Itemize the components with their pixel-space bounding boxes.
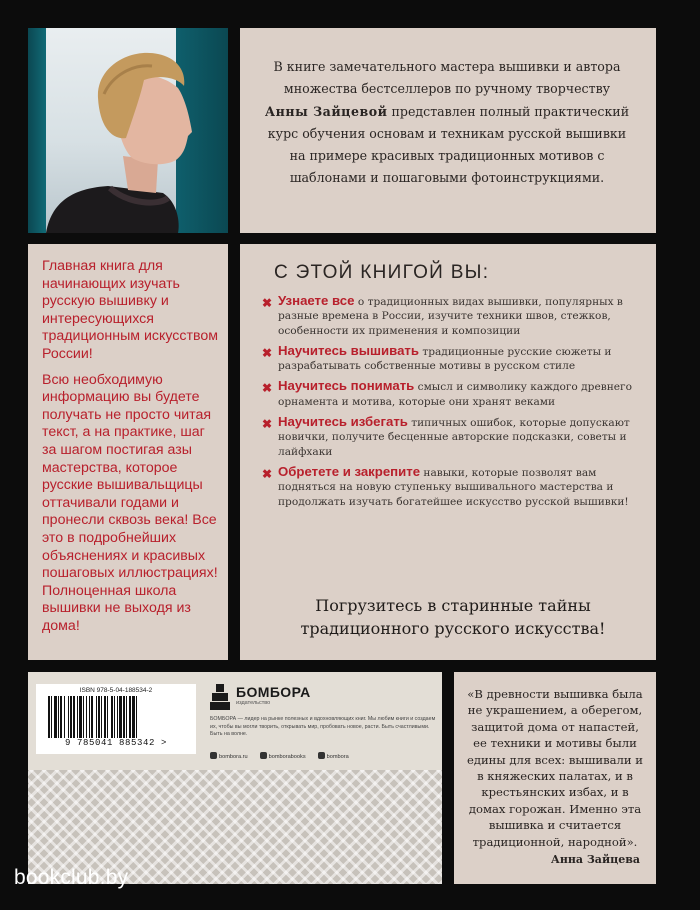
feature-text: традиционные русские сюжеты и разрабатывать собственные мотивы в русском стиле — [278, 345, 612, 373]
feature-item — [258, 294, 638, 338]
barcode-icon — [46, 696, 186, 738]
intro-author-name: Анны Зайцевой — [264, 103, 388, 119]
isbn-text: ISBN 978-5-04-188534-2 — [79, 687, 153, 694]
quote-panel — [454, 672, 656, 884]
author-photo — [28, 28, 228, 233]
quote-text: «В древности вышивка была не украшением, а оберегом, защитой дома от напастей, ее техники и мотивы были едины для всех: вышивали и в княжеских палатах, и в крестьянских избах, и в домах горожан. Именно эта вышивка и считается традиционной, народной». — [466, 687, 644, 849]
publisher-brand: БОМБОРА — [236, 684, 311, 700]
barcode-number: 9 785041 885342 > — [64, 738, 167, 748]
feature-item — [258, 415, 638, 459]
quote-author: Анна Зайцева — [550, 852, 640, 866]
left-paragraph-1: Главная книга для начинающих изучать русскую вышивку и интересующихся традиционным искусством России! — [42, 258, 219, 362]
intro-text: В книге замечательного мастера вышивки и автора множества бестселлеров по ручному творчеству — [273, 59, 621, 97]
feature-highlight: Научитесь вышивать — [278, 342, 419, 358]
social-icon — [210, 752, 217, 759]
social-link[interactable]: bomborabooks — [260, 752, 306, 760]
feature-text: смысл и символику каждого древнего орнамента и мотива, которые они хранят веками — [278, 381, 632, 408]
publisher-description: БОМБОРА — лидер на рынке полезных и вдохновляющих книг. Мы любим книги и создаем их, чтобы вы могли творить, открывать мир, пробовать новое, расти. Быть счастливыми. Быть на волне. — [210, 716, 436, 738]
bullet-cross-icon: ✖ — [262, 466, 273, 481]
social-link[interactable]: bombora.ru — [210, 752, 248, 760]
publisher-social — [210, 752, 349, 760]
intro-panel — [240, 28, 656, 233]
publisher-brand-sub: издательство — [236, 700, 271, 706]
bombora-logo-icon — [210, 684, 230, 710]
features-panel — [240, 244, 656, 660]
watermark: bookclub.by — [14, 866, 129, 889]
barcode-box — [36, 684, 196, 754]
feature-highlight: Научитесь избегать — [278, 414, 408, 430]
feature-item — [258, 344, 638, 374]
intro-text-end: представлен полный практический курс обучения основам и техникам русской вышивки на примере красивых традиционных мотивов с шаблонами и пошаговыми фотоинструкциями. — [267, 103, 630, 186]
feature-text: о традиционных видах вышивки, популярных в разные времена в России, изучите техники швов, стежков, особенности их применения и композиции — [278, 296, 623, 337]
feature-text: типичных ошибок, которые допускают новички, получите бесценные авторские подсказки, советы и лайфхаки — [278, 417, 630, 458]
feature-highlight: Обретете и закрепите — [278, 463, 421, 479]
left-paragraph-2: Всю необходимую информацию вы будете получать не просто читая текст, а на практике, шаг за шагом постигая азы мастерства, которое русские вышивальщицы оттачивали годами и пронесли сквозь века! Все это в подробнейших объяснениях и красивых пошаговых иллюстрациях! Полноценная школа вышивки не выходя из дома! — [42, 371, 218, 634]
social-link[interactable]: bombora — [318, 752, 349, 760]
bullet-cross-icon: ✖ — [262, 296, 273, 310]
bullet-cross-icon: ✖ — [262, 345, 273, 360]
feature-highlight: Узнаете все — [278, 293, 355, 308]
bullet-cross-icon: ✖ — [262, 417, 273, 432]
feature-item — [258, 465, 638, 509]
closing-statement: Погрузитесь в старинные тайны традиционного русского искусства! — [300, 596, 606, 638]
feature-text: навыки, которые позволят вам подняться на новую ступеньку вышивального мастерства и продолжать изучать богатейшее искусство русской вышивки! — [278, 466, 629, 508]
social-icon — [318, 752, 325, 759]
bullet-cross-icon: ✖ — [262, 381, 273, 396]
feature-item — [258, 379, 638, 409]
left-text-panel — [28, 244, 228, 660]
social-icon — [260, 752, 267, 759]
publisher-panel — [28, 672, 442, 884]
features-heading: С ЭТОЙ КНИГОЙ ВЫ: — [274, 262, 490, 283]
feature-highlight: Научитесь понимать — [278, 378, 415, 394]
